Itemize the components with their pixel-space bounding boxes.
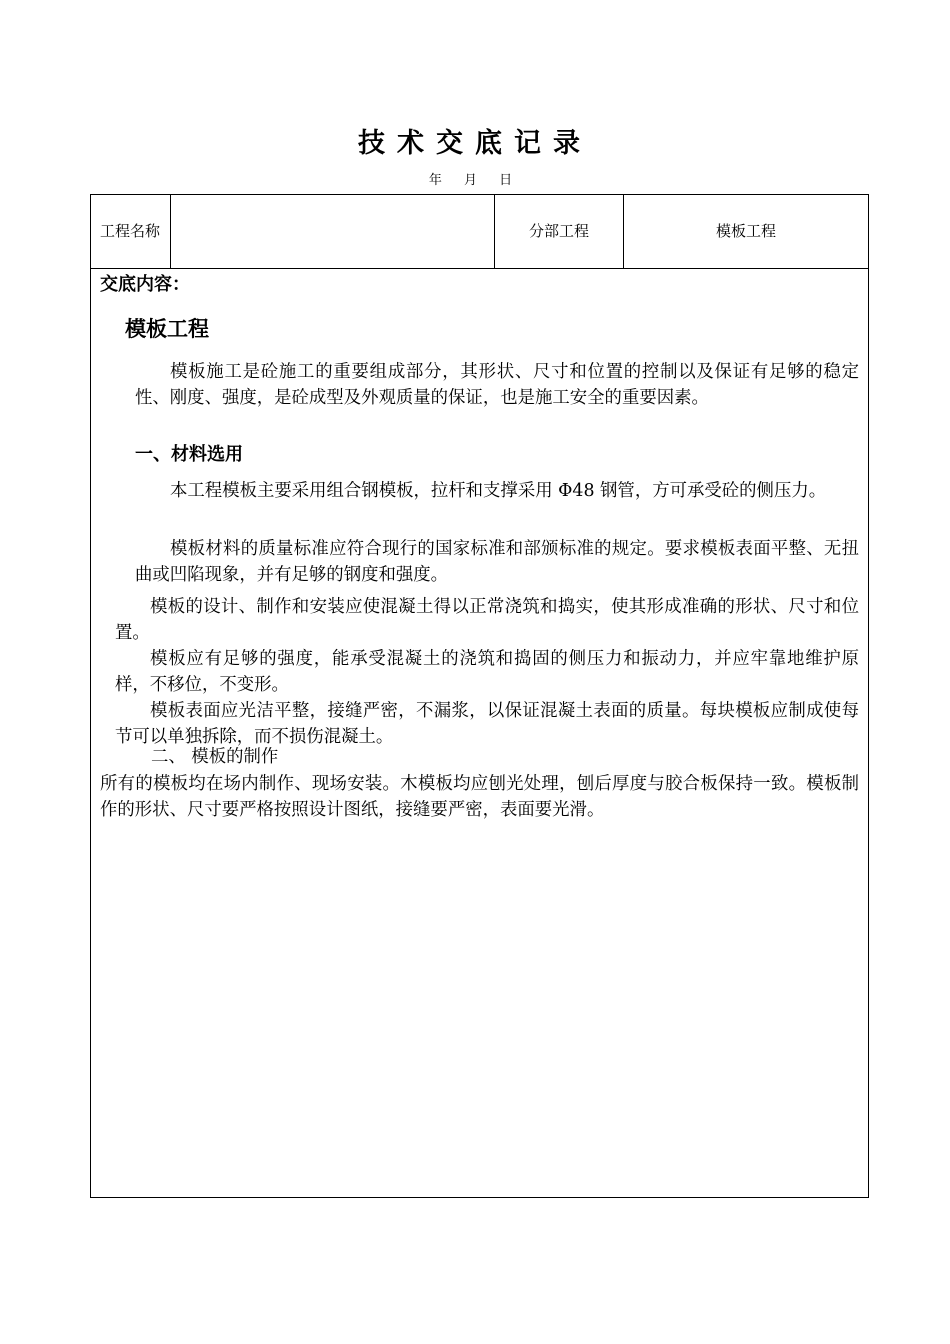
section-1-paragraph: 模板应有足够的强度，能承受混凝土的浇筑和捣固的侧压力和振动力，并应牢靠地维护原样，不移位，不变形。 — [115, 649, 859, 695]
cell-divider — [170, 195, 171, 268]
sub-project-label: 分部工程 — [528, 222, 589, 240]
sub-project-value: 模板工程 — [715, 222, 776, 240]
section-1-paragraph: 模板的设计、制作和安装应使混凝土得以正常浇筑和捣实，使其形成准确的形状、尺寸和位置。 — [115, 597, 859, 643]
section-1-heading: 一、材料选用 — [135, 444, 243, 465]
content-label: 交底内容： — [100, 274, 190, 295]
record-table — [90, 194, 869, 1198]
section-1-paragraph: 本工程模板主要采用组合钢模板，拉杆和支撑采用 Φ48 钢管，方可承受砼的侧压力。 — [170, 481, 827, 501]
content-area — [91, 269, 868, 1197]
intro-paragraph: 模板施工是砼施工的重要组成部分，其形状、尺寸和位置的控制以及保证有足够的稳定性、刚度、强度，是砼成型及外观质量的保证，也是施工安全的重要因素。 — [135, 362, 859, 408]
section-1-paragraph: 模板材料的质量标准应符合现行的国家标准和部颁标准的规定。要求模板表面平整、无扭曲或凹陷现象，并有足够的钢度和强度。 — [135, 539, 859, 585]
date-line: 年 月 日 — [428, 173, 522, 188]
page-title: 技术交底记录 — [358, 128, 592, 159]
project-name-label: 工程名称 — [100, 222, 161, 240]
section-2-heading: 二、 模板的制作 — [151, 747, 279, 767]
section-2-paragraph: 所有的模板均在场内制作、现场安装。木模板均应刨光处理，刨后厚度与胶合板保持一致。模板制作的形状、尺寸要严格按照设计图纸，接缝要严密，表面要光滑。 — [100, 774, 859, 820]
section-1-paragraph: 模板表面应光洁平整，接缝严密，不漏浆，以保证混凝土表面的质量。每块模板应制成使每节可以单独拆除，而不损伤混凝土。 — [115, 701, 859, 747]
project-name-value — [181, 195, 481, 268]
doc-title: 模板工程 — [125, 317, 209, 341]
header-row — [91, 195, 868, 269]
